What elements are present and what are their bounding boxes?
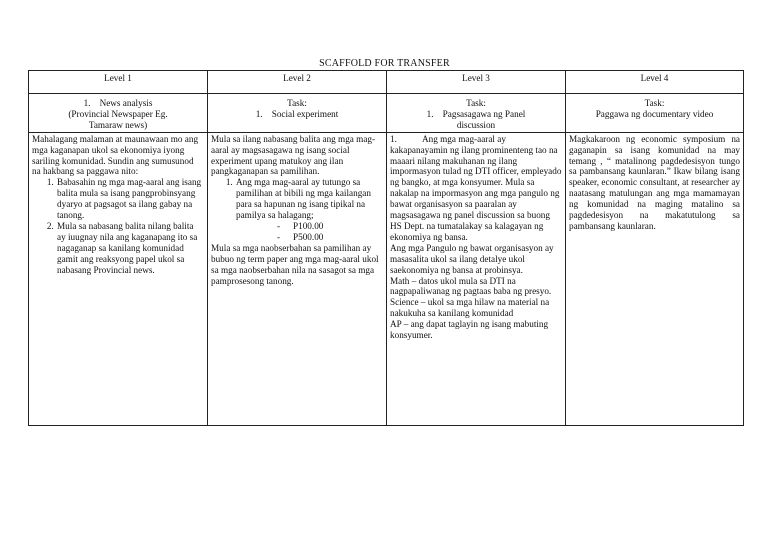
level-2-header: Level 2 (208, 71, 387, 94)
task-2-line (211, 109, 383, 120)
task-3-line-2: discussion (456, 119, 496, 130)
level-3-intro-text: Ang mga mag-aaral ay kakapanayamin ng ilang prominenteng tao na maaari nilang makuhanan ng ilang impormasyon tulad ng DTI officer, empleyado ng bangko, at mga konsyumer. Mula sa nakalap na impormasyon ang mga pangulo ng bawat organisasyon sa paaralan ay magsasagawa ng panel discussion sa buong HS Dept. na tumatalakay sa kalagayan ng ekonomiya ng bansa. (390, 133, 562, 242)
list-item: 1. Babasahin ng mga mag-aaral ang isang balita mula sa isang pangprobinsyang dyaryo at pagsagot sa ilang gabay na tanong. (56, 177, 204, 221)
price-100: P100.00 (293, 220, 324, 231)
level-3-content (387, 132, 566, 425)
level-1-list (32, 177, 204, 275)
task-3-text: Pagsasagawa ng Panel (442, 108, 526, 119)
document-title: SCAFFOLD FOR TRANSFER (319, 58, 450, 69)
price-dash: - (277, 231, 281, 242)
price-line (211, 232, 383, 243)
task-3-number: 1. (426, 108, 434, 119)
level-1-intro: Mahalagang malaman at maunawaan mo ang mga kaganapan ukol sa ekonomiya iyong sariling komunidad. Sundin ang sumusunod na hakbang sa paggawa nito: (32, 133, 199, 177)
task-4-label: Task: (644, 98, 665, 108)
task-cell-3 (387, 94, 566, 133)
task-1-line-1 (32, 98, 204, 109)
level-2-content (208, 132, 387, 425)
task-cell-4 (566, 94, 744, 133)
content-row (29, 132, 744, 425)
level-1-content (29, 132, 208, 425)
list-item: 1. Ang mga mag-aaral ay tutungo sa pamilihan at bibili ng mga kailangan para sa hapunan ng isang tipikal na pamilya sa halagang; (235, 177, 383, 221)
task-3-line-1 (390, 109, 562, 120)
task-1-line-3: Tamaraw news) (88, 119, 148, 130)
price-dash: - (277, 220, 281, 231)
level-3-math: Math – datos ukol mula sa DTI na nagpapaliwanag ng pagtaas baba ng presyo. (390, 275, 552, 297)
task-4-text: Paggawa ng documentary video (595, 108, 714, 119)
task-2-label: Task: (287, 98, 307, 108)
task-2-number: 1. (255, 108, 263, 119)
level-3-p2: Ang mga Pangulo ng bawat organisasyon ay masasalita ukol sa ilang detalye ukol saekonomiya ng bansa at probinsya. (390, 242, 554, 275)
level-4-content (566, 132, 744, 425)
document (28, 0, 741, 426)
task-1-number: 1. (83, 98, 91, 108)
task-1-text: News analysis (99, 98, 153, 108)
task-cell-1 (29, 94, 208, 133)
level-2-list (211, 177, 383, 221)
level-3-science: Science – ukol sa mga hilaw na material na nakukuha sa kanilang komunidad (390, 297, 550, 319)
level-1-header: Level 1 (29, 71, 208, 94)
level-2-outro: Mula sa mga naobserbahan sa pamilihan ay bubuo ng term paper ang mga mag-aaral ukol sa mga naobserbahan nila na sasagot sa mga pamprosesong tanong. (211, 242, 379, 286)
task-1-line-2: (Provincial Newspaper Eg. (68, 108, 168, 119)
levels-row (29, 71, 744, 94)
tasks-row (29, 94, 744, 133)
level-3-intro (390, 134, 562, 243)
task-cell-2 (208, 94, 387, 133)
level-3-header: Level 3 (387, 71, 566, 94)
price-500: P500.00 (293, 231, 324, 242)
level-4-header: Level 4 (566, 71, 744, 94)
list-item: 2. Mula sa nabasang balita nilang balita ay iuugnay nila ang kaganapang ito sa nagaganap sa kanilang komunidad gamit ang reaksyong papel ukol sa nabasang Provincial news. (56, 221, 204, 276)
scaffold-table (28, 70, 744, 426)
task-3-label: Task: (466, 98, 486, 108)
price-line (211, 221, 383, 232)
task-2-text: Social experiment (271, 108, 339, 119)
level-2-intro: Mula sa ilang nabasang balita ang mga mag-aaral ay magsasagawa ng isang social experiment upang matukoy ang ilan pangkaganapan sa pamilihan. (211, 133, 376, 177)
level-4-text: Magkakaroon ng economic symposium na gaganapin sa isang komunidad na may temang , “ matalinong pagdedesisyon tungo sa pambansang kaunlaran.” Ikaw bilang isang speaker, economic consultant, at researcher ay naatasang matulungan ang mga mamamayan ng komunidad na maging matalino sa pagdedesisyon na makatutulong sa pambansang kaunlaran. (569, 133, 740, 231)
level-3-number: 1. (390, 133, 397, 144)
level-3-ap: AP – ang dapat taglayin ng isang mabuting konsyumer. (390, 319, 549, 341)
